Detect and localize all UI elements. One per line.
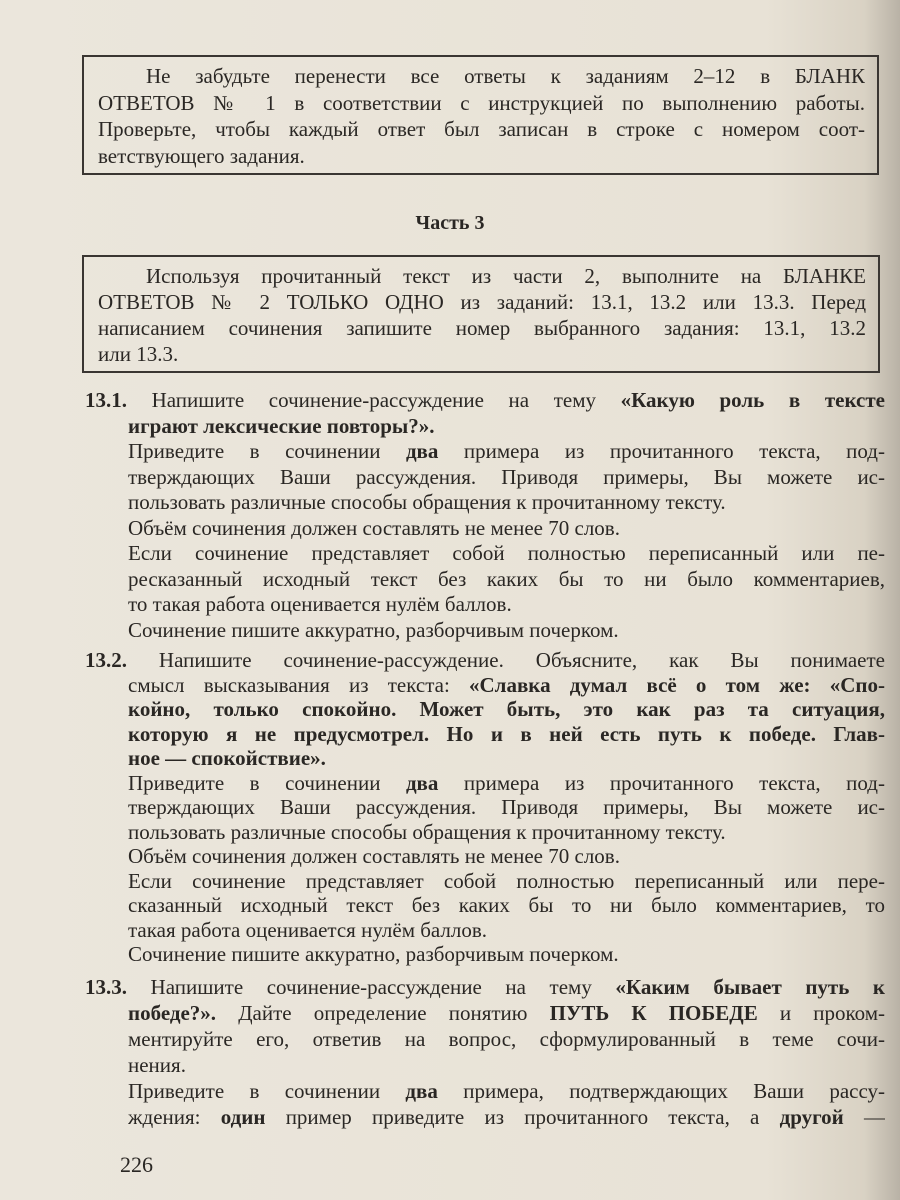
text-run: Не забудьте перенести все ответы к заданиям 2–12 в БЛАНК xyxy=(146,64,865,88)
bold-text: ПУТЬ К ПОБЕДЕ xyxy=(549,1001,758,1025)
text-run: Объём сочинения должен составлять не менее 70 слов. xyxy=(128,515,620,540)
text-line xyxy=(128,820,885,845)
text-line xyxy=(128,844,885,869)
text-line xyxy=(128,516,885,542)
bold-text: 13.1. xyxy=(85,388,127,412)
bold-text: которую я не предусмотрел. Но и в ней есть путь к победе. Глав- xyxy=(128,721,885,746)
text-run: написанием сочинения запишите номер выбранного задания: 13.1, 13.2 xyxy=(98,316,866,340)
text-run: примера, подтверждающих Ваши рассу- xyxy=(437,1079,885,1103)
text-run: ветствующего задания. xyxy=(98,143,305,168)
text-line xyxy=(98,116,865,143)
text-run: Используя прочитанный текст из части 2, выполните на БЛАНКЕ xyxy=(146,264,866,288)
page-number: 226 xyxy=(120,1152,153,1177)
text-line xyxy=(98,263,866,289)
text-run: Приведите в сочинении xyxy=(128,1079,406,1103)
text-run: и проком- xyxy=(757,1001,885,1025)
task-13-1 xyxy=(85,388,885,643)
part-heading: Часть 3 xyxy=(415,212,485,234)
text-line xyxy=(128,439,885,465)
text-line xyxy=(85,974,885,1000)
text-run: ждения: xyxy=(128,1105,221,1129)
text-line xyxy=(128,795,885,820)
text-run: тверждающих Ваши рассуждения. Приводя примеры, Вы можете ис- xyxy=(128,795,885,819)
text-run: сказанный исходный текст без каких бы то ни было комментариев, то xyxy=(128,893,885,917)
instruction-box xyxy=(82,255,880,373)
text-line xyxy=(98,315,866,341)
text-line xyxy=(128,771,885,796)
text-run: Приведите в сочинении xyxy=(128,439,406,463)
text-line xyxy=(128,893,885,918)
notice-box xyxy=(82,55,879,175)
text-run: Напишите сочинение-рассуждение на тему xyxy=(127,388,621,412)
bold-text: победе?». xyxy=(128,1001,217,1025)
text-line xyxy=(128,1052,885,1078)
bold-text: два xyxy=(405,1079,438,1103)
text-run: Объём сочинения должен составлять не менее 70 слов. xyxy=(128,844,620,868)
text-line xyxy=(128,918,885,943)
bold-text: «Какую роль в тексте xyxy=(620,388,885,412)
text-line xyxy=(128,722,885,747)
text-run: примера из прочитанного текста, под- xyxy=(438,770,885,795)
text-run: тверждающих Ваши рассуждения. Приводя примеры, Вы можете ис- xyxy=(128,464,885,489)
text-line xyxy=(128,673,885,698)
text-run: Если сочинение представляет собой полностью переписанный или пе- xyxy=(128,541,885,565)
text-line xyxy=(128,697,885,722)
text-line xyxy=(128,465,885,491)
text-run: Если сочинение представляет собой полностью переписанный или пере- xyxy=(128,868,885,893)
text-run: Дайте определение понятию xyxy=(216,1001,550,1025)
bold-text: другой xyxy=(779,1105,844,1129)
text-run: Напишите сочинение-рассуждение на тему xyxy=(127,975,616,999)
text-line xyxy=(128,592,885,618)
bold-text: 13.3. xyxy=(85,975,127,999)
text-line xyxy=(128,618,885,644)
text-run: ОТВЕТОВ № 1 в соответствии с инструкцией по выполнению работы. xyxy=(98,90,865,115)
text-run: ментируйте его, ответив на вопрос, сформулированный в теме сочи- xyxy=(128,1027,885,1051)
text-line xyxy=(98,143,865,170)
text-line xyxy=(85,388,885,414)
bold-text: «Каким бывает путь к xyxy=(615,975,885,999)
bold-text: 13.2. xyxy=(85,648,127,672)
text-line xyxy=(128,869,885,894)
text-line xyxy=(128,1026,885,1052)
text-line xyxy=(128,1000,885,1026)
bold-text: койно, только спокойно. Может быть, это как раз та ситуация, xyxy=(128,697,885,721)
text-line xyxy=(128,490,885,516)
text-run: то такая работа оценивается нулём баллов. xyxy=(128,592,512,616)
text-run: — xyxy=(843,1105,885,1129)
text-run: такая работа оценивается нулём баллов. xyxy=(128,917,488,942)
text-line xyxy=(128,1104,885,1130)
text-line xyxy=(98,341,866,367)
text-run: ОТВЕТОВ № 2 ТОЛЬКО ОДНО из заданий: 13.1, 13.2 или 13.3. Перед xyxy=(98,290,866,314)
text-line xyxy=(128,567,885,593)
text-line xyxy=(85,648,885,673)
instruction-text xyxy=(98,263,866,367)
text-line xyxy=(128,746,885,771)
text-run: пользовать различные способы обращения к прочитанному тексту. xyxy=(128,819,726,844)
text-run: примера из прочитанного текста, под- xyxy=(438,439,885,463)
text-run: смысл высказывания из текста: xyxy=(128,672,470,697)
bold-text: один xyxy=(220,1105,266,1129)
text-run: Напишите сочинение-рассуждение. Объясните, как Вы понимаете xyxy=(127,648,885,672)
text-line xyxy=(128,1078,885,1104)
notice-text xyxy=(98,63,865,169)
text-run: Сочинение пишите аккуратно, разборчивым почерком. xyxy=(128,617,619,642)
text-line xyxy=(128,414,885,440)
text-run: пользовать различные способы обращения к прочитанному тексту. xyxy=(128,490,726,514)
text-run: или 13.3. xyxy=(98,342,179,366)
text-run: Проверьте, чтобы каждый ответ был записан в строке с номером соот- xyxy=(98,117,865,141)
text-run: Приведите в сочинении xyxy=(128,770,406,795)
text-run: Сочинение пишите аккуратно, разборчивым почерком. xyxy=(128,942,619,966)
bold-text: ное — спокойствие». xyxy=(128,746,326,770)
text-run: пример приведите из прочитанного текста, а xyxy=(265,1105,780,1129)
bold-text: два xyxy=(405,439,439,463)
text-line xyxy=(128,541,885,567)
bold-text: играют лексические повторы?». xyxy=(128,413,435,438)
task-13-2 xyxy=(85,648,885,967)
text-line xyxy=(98,63,865,90)
text-run: ресказанный исходный текст без каких бы то ни было комментариев, xyxy=(128,566,885,591)
text-line xyxy=(98,289,866,315)
bold-text: два xyxy=(405,770,439,795)
text-run: нения. xyxy=(128,1053,186,1077)
bold-text: «Славка думал всё о том же: «Спо- xyxy=(469,672,885,697)
text-line xyxy=(98,90,865,117)
task-13-3 xyxy=(85,974,885,1130)
text-line xyxy=(128,942,885,967)
